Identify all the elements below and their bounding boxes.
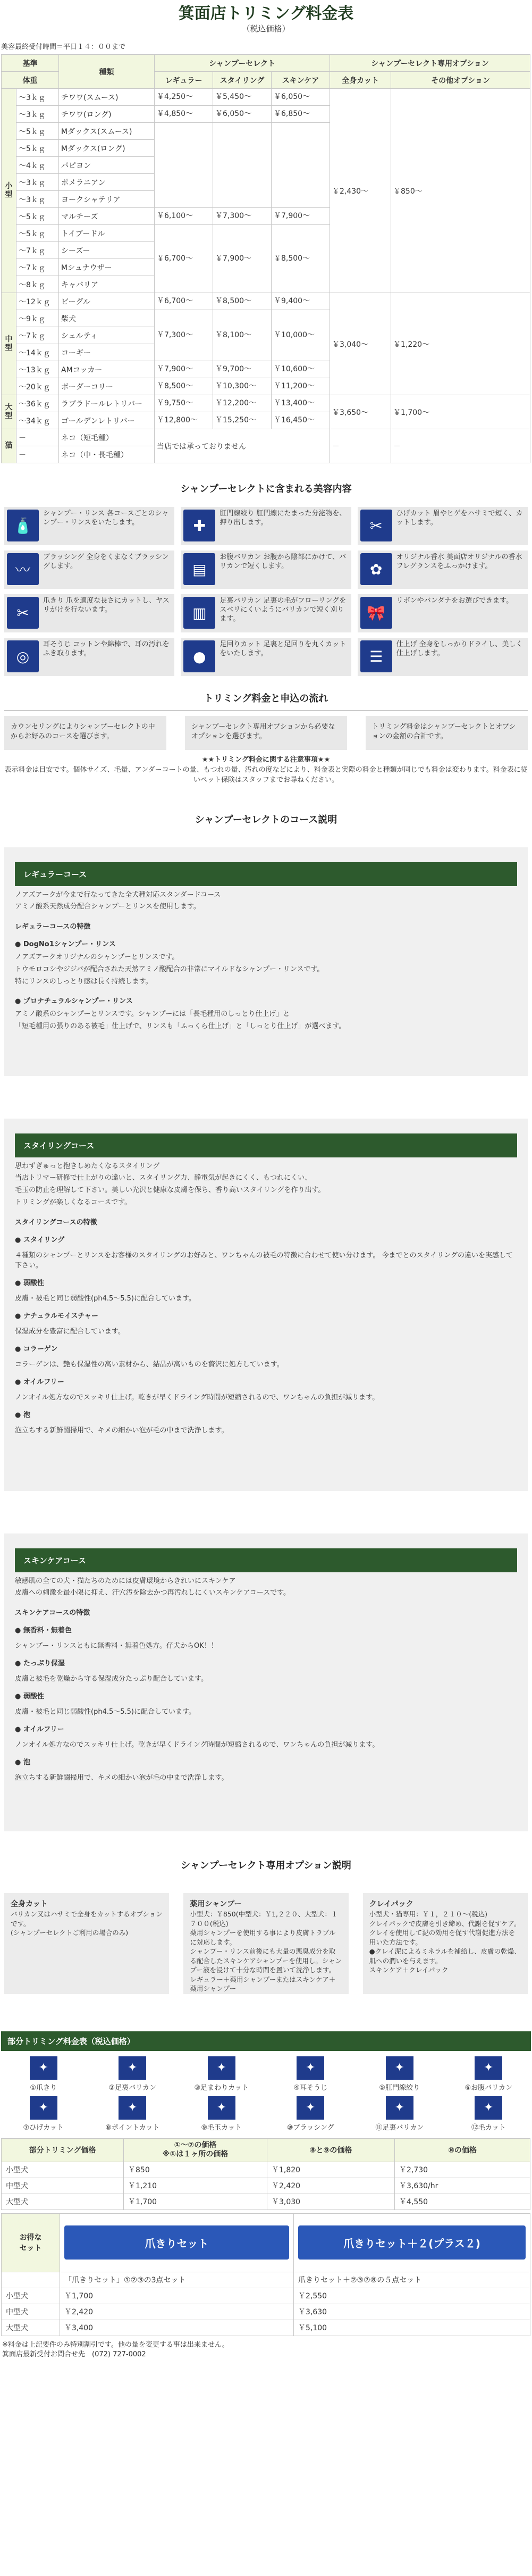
- price-cell: ￥11,200～: [272, 378, 330, 395]
- other-option-cell: －: [391, 429, 530, 463]
- clipper-icon: ✦: [119, 2056, 146, 2080]
- regular-bullet: ● プロナチュラルシャンプー・リンス: [15, 997, 133, 1006]
- set-image-cell: [294, 2213, 530, 2272]
- warning-title: ★★トリミング料金に関する注意事項★★: [201, 756, 331, 764]
- set-cell: ￥2,550: [294, 2288, 530, 2304]
- partial-cell: ￥4,550: [395, 2194, 530, 2210]
- styling-bullet: ● オイルフリー: [15, 1378, 64, 1386]
- partial-cell: 小型犬: [2, 2162, 124, 2178]
- price-cell: 当店では承っておりません: [155, 429, 330, 463]
- footer-note: ※料金は上記要件のみ特別割引です。他の量を変更する事は出来ません。 箕面店最新受付お問合せ先 (072) 727-0002: [2, 2340, 229, 2358]
- price-cell: ￥9,700～: [213, 361, 272, 378]
- styling-bullet: ● 泡: [15, 1411, 30, 1419]
- price-cell: ￥9,750～: [155, 395, 213, 412]
- price-cell: ￥12,200～: [213, 395, 272, 412]
- included-item: [4, 594, 174, 632]
- included-text: ブラッシング 全身をくまなくブラッシングします。: [43, 553, 169, 570]
- set-name: 「爪きりセット」①②③の3点セット: [60, 2272, 294, 2288]
- full-cut-cell: ￥3,040～: [330, 293, 391, 395]
- styling-desc: ノンオイル処方なのでスッキリ仕上げ。乾きが早くドライング時間が短縮されるので、ワンちゃんの負担が減ります。: [15, 1393, 379, 1402]
- breed-cell: マルチーズ: [59, 208, 155, 225]
- option-text: 小型犬：￥850(中型犬：￥1,２２０、大型犬：１７００(税込) 薬用シャンプーを使用する事により皮膚トラブルに対応します。 シャンプー・リンス前後にも大量の悪臭成分を取る配合したスキンケアシャンプーを使用し。シャンプー液を浸けて十分な時間を置いて洗浄します。 レギュラー＋薬用シャンプーまたはスキンケア＋薬用シャンプー: [190, 1910, 342, 1993]
- header-base: 基準: [2, 55, 59, 72]
- empty-cell: [2, 2272, 60, 2288]
- options-boxes: [4, 1893, 528, 1994]
- warning: [4, 755, 528, 786]
- partial-item: [268, 2096, 353, 2132]
- styling-bullet: ● コラーゲン: [15, 1345, 58, 1353]
- breed-cell: ボーダーコリー: [59, 378, 155, 395]
- styling-intro: 思わずぎゅっと抱きしめたくなるスタイリング 当店トリマー研修で仕上がりの違いと、スタイリング力、静電気が起きにくく、もつれにくい、 毛玉の防止を理解して下さい。美しい光沢と健康な皮膚を保ち、香り高いスタイリングを作り出す。 トリミングが楽しくなるコースです。: [15, 1162, 325, 1206]
- price-cell: ￥6,100～: [155, 208, 213, 225]
- option-title: 薬用シャンプー: [190, 1899, 242, 1908]
- weight-cell: ～5ｋｇ: [16, 208, 59, 225]
- breed-cell: パピヨン: [59, 157, 155, 174]
- styling-desc: ４種類のシャンプーとリンスをお客様のスタイリングのお好みと、ワンちゃんの被毛の特徴に合わせて使い分けます。 今までとのスタイリングの違いを実感して下さい。: [15, 1251, 513, 1270]
- partial-label: ②足裏バリカン: [108, 2083, 157, 2092]
- skincare-bullet: ● 弱酸性: [15, 1693, 44, 1701]
- set-cell: ￥1,700: [60, 2288, 294, 2304]
- included-item: [358, 551, 528, 589]
- price-cell: ￥9,400～: [272, 293, 330, 310]
- skincare-desc: 皮膚と被毛を乾燥から守る保湿成分たっぷり配合しています。: [15, 1675, 208, 1683]
- weight-cell: ～3ｋｇ: [16, 174, 59, 191]
- partial-label: ⑥お腹バリカン: [465, 2083, 513, 2092]
- weight-cell: ～5ｋｇ: [16, 140, 59, 157]
- price-cell: ￥5,450～: [213, 89, 272, 106]
- partial-label: ⑫毛カット: [471, 2123, 506, 2132]
- included-text: ひげカット 眉やヒゲをハサミで短く、カットします。: [396, 510, 523, 527]
- breed-cell: シーズー: [59, 242, 155, 259]
- category-cell: 中型: [2, 293, 16, 395]
- skincare-bullet: ● オイルフリー: [15, 1725, 64, 1734]
- price-cell: ￥6,050～: [272, 89, 330, 106]
- header-regular: レギュラー: [155, 72, 213, 89]
- partial-cell: ￥1,700: [124, 2194, 267, 2210]
- category-cell: 猫: [2, 429, 16, 463]
- set-cell: 中型犬: [2, 2304, 60, 2320]
- price-cell: ￥10,000～: [272, 310, 330, 361]
- ear-cleaning-icon: ✚: [183, 510, 215, 541]
- included-item: [181, 594, 351, 632]
- header-other-option: その他オプション: [391, 72, 530, 89]
- option-title: クレイパック: [369, 1899, 413, 1908]
- price-cell: ￥7,900～: [155, 361, 213, 378]
- breed-cell: トイプードル: [59, 225, 155, 242]
- warning-text: 表示料金は目安です。個体サイズ、毛量、アンダーコートの量、もつれの量、汚れの度などにより、料金表と実際の料金と種類が同じでも料金は変わります。料金表に従いペット保険はスタッフまでお尋ねください。: [4, 765, 528, 784]
- partial-item: [446, 2096, 531, 2132]
- brushing-icon: 〰: [7, 553, 39, 585]
- included-item: [181, 638, 351, 676]
- partial-price-table: [1, 2138, 530, 2210]
- header: [0, 0, 532, 35]
- price-cell: ￥8,500～: [155, 378, 213, 395]
- option-title: 全身カット: [11, 1899, 48, 1908]
- included-text: 爪きり 爪を適度な長さにカットし、ヤスリがけを行ないます。: [43, 597, 170, 614]
- price-cell: ￥7,300～: [155, 310, 213, 361]
- option-text: バリカン又はハサミで全身をカットするオプションです。 (シャンプーセレクトご利用の場合のみ): [11, 1910, 163, 1937]
- set-cell: ￥3,400: [60, 2320, 294, 2336]
- notice-box: トリミング料金はシャンプーセレクトとオプションの金額の合計です。: [366, 716, 528, 750]
- clipper-icon: ▤: [183, 553, 215, 585]
- price-cell: ￥7,300～: [213, 208, 272, 225]
- breed-cell: チワワ(スムース): [59, 89, 155, 106]
- notice-boxes: [4, 716, 528, 750]
- partial-item: [179, 2056, 264, 2092]
- partial-label: ⑤肛門線絞り: [379, 2083, 420, 2092]
- option-box: [183, 1893, 348, 1994]
- weight-cell: ～7ｋｇ: [16, 259, 59, 276]
- regular-bullet: ● DogNo1シャンプー・リンス: [15, 940, 116, 949]
- styling-feature-title: スタイリングコースの特徴: [15, 1218, 97, 1227]
- sole-clipper-icon: ▥: [183, 597, 215, 629]
- styling-course: [4, 1119, 528, 1491]
- partial-header: ⑩の価格: [395, 2138, 530, 2162]
- breed-cell: 柴犬: [59, 310, 155, 327]
- regular-course: [4, 847, 528, 1076]
- styling-desc: 保湿成分を豊富に配合しています。: [15, 1327, 125, 1336]
- regular-intro: ノアズアークが今まで行なってきた全犬種対応スタンダードコース アミノ酸系天然成分配合シャンプーとリンスを使用します。: [15, 890, 221, 911]
- table-row: [2, 293, 530, 310]
- notice-box: カウンセリングによりシャンプーセレクトの中からお好みのコースを選びます。: [4, 716, 166, 750]
- breed-cell: ヨークシャテリア: [59, 191, 155, 208]
- included-text: リボンやバンダナをお選びできます。: [396, 597, 513, 605]
- price-cell: [213, 123, 272, 208]
- price-cell: ￥8,100～: [213, 310, 272, 361]
- price-cell: ￥6,050～: [213, 106, 272, 123]
- price-cell: ￥10,300～: [213, 378, 272, 395]
- partial-cell: ￥850: [124, 2162, 267, 2178]
- set-cell: ￥5,100: [294, 2320, 530, 2336]
- partial-header: 部分トリミング価格: [2, 2138, 124, 2162]
- price-cell: ￥8,500～: [213, 293, 272, 310]
- option-text: 小型犬・猫専用：￥１，２１０～(税込) クレイパックで皮膚を引き締め、代謝を促すケア。 クレイを使用して泥の効用を促す代謝促進方法を用いた方法です。 ●クレイ泥によるミネラルを補給し、皮膚の乾燥、肌への潤いを与えます。 スキンケア＋クレイパック: [369, 1910, 521, 1974]
- other-option-cell: ￥1,220～: [391, 293, 530, 395]
- partial-item: [357, 2096, 442, 2132]
- skincare-desc: 泡立ちする新鮮闘掃用で、キメの細かい泡が毛の中まで洗浄します。: [15, 1774, 229, 1782]
- partial-cell: 中型犬: [2, 2178, 124, 2194]
- set-image-row: [2, 2213, 530, 2272]
- option-box: [4, 1893, 169, 1994]
- styling-course-bar: スタイリングコース: [15, 1133, 517, 1157]
- partial-cell: ￥3,630/hr: [395, 2178, 530, 2194]
- partial-cell: ￥3,030: [267, 2194, 395, 2210]
- full-cut-cell: －: [330, 429, 391, 463]
- skincare-bullet: ● たっぷり保湿: [15, 1660, 65, 1668]
- partial-label: ③足まわりカット: [194, 2083, 249, 2092]
- paw-cut-icon: ✦: [208, 2056, 235, 2080]
- included-text: 耳そうじ コットンや綿棒で、耳の汚れをふき取ります。: [43, 640, 170, 657]
- weight-cell: ～9ｋｇ: [16, 310, 59, 327]
- fragrance-icon: ✿: [360, 553, 392, 585]
- paw-cut-icon: ●: [183, 640, 215, 672]
- anal-gland-icon: ✦: [386, 2056, 413, 2080]
- styling-desc: コラーゲンは、艶も保湿性の高い素材から、結晶が高いものを贅沢に処方しています。: [15, 1360, 284, 1369]
- set-name-row: [2, 2272, 530, 2288]
- included-item: [181, 551, 351, 589]
- price-cell: ￥16,450～: [272, 412, 330, 429]
- partial-table-body: [2, 2162, 530, 2210]
- weight-cell: ～5ｋｇ: [16, 225, 59, 242]
- table-row: [2, 2304, 530, 2320]
- weight-cell: ～3ｋｇ: [16, 106, 59, 123]
- included-text: シャンプー・リンス 各コースごとのシャンプー・リンスをいたします。: [43, 510, 169, 527]
- weight-cell: －: [16, 429, 59, 446]
- breed-cell: シェルティ: [59, 327, 155, 344]
- breed-cell: コーギー: [59, 344, 155, 361]
- set-cell: ￥3,630: [294, 2304, 530, 2320]
- included-text: オリジナル香水 美面店オリジナルの香水フレグランスをふっかけます。: [396, 553, 522, 570]
- weight-cell: ～13ｋｇ: [16, 361, 59, 378]
- full-cut-cell: ￥2,430～: [330, 89, 391, 293]
- partial-icons: [1, 2056, 531, 2132]
- partial-header: ①～⑦の価格 ※①は１ヶ所の価格: [124, 2138, 267, 2162]
- category-cell: 小型: [2, 89, 16, 293]
- divider: [4, 710, 528, 711]
- weight-cell: ～3ｋｇ: [16, 191, 59, 208]
- included-text: 仕上げ 全身をしっかりドライし、美しく仕上げします。: [396, 640, 523, 657]
- weight-cell: ～36ｋｇ: [16, 395, 59, 412]
- included-item: [358, 638, 528, 676]
- header-skincare: スキンケア: [272, 72, 330, 89]
- point-cut-icon: ✦: [119, 2096, 146, 2120]
- partial-cell: ￥1,210: [124, 2178, 267, 2194]
- beard-cut-icon: ✦: [30, 2096, 57, 2120]
- weight-cell: ～7ｋｇ: [16, 327, 59, 344]
- regular-feature-title: レギュラーコースの特徴: [15, 923, 91, 931]
- shampoo-icon: ✦: [386, 2096, 413, 2120]
- breed-cell: ビーグル: [59, 293, 155, 310]
- table-row: [2, 395, 530, 412]
- brushing-icon: ✦: [297, 2096, 324, 2120]
- table-row: [2, 2320, 530, 2336]
- price-cell: ￥7,900～: [272, 208, 330, 225]
- price-cell: [272, 123, 330, 208]
- partial-item: [90, 2056, 175, 2092]
- weight-cell: ～3ｋｇ: [16, 89, 59, 106]
- breed-cell: チワワ(ロング): [59, 106, 155, 123]
- price-table-body: [2, 89, 530, 463]
- included-item: [4, 638, 174, 676]
- set-cell: 小型犬: [2, 2288, 60, 2304]
- regular-course-bar: レギュラーコース: [15, 862, 517, 886]
- page-subtitle: （税込価格）: [242, 24, 290, 34]
- price-cell: [155, 123, 213, 208]
- ear-cleaning-icon: ✦: [297, 2056, 324, 2080]
- included-item: [4, 507, 174, 545]
- set-banner-nail-plus: 爪きりセット＋２(プラス２): [298, 2225, 526, 2260]
- breed-cell: ゴールデンレトリバー: [59, 412, 155, 429]
- nail-icon: ✂: [7, 597, 39, 629]
- table-row: [2, 429, 530, 446]
- weight-cell: ～8ｋｇ: [16, 276, 59, 293]
- price-cell: ￥8,500～: [272, 225, 330, 293]
- reception-note: 美容最終受付時間＝平日１４：００まで: [1, 43, 126, 51]
- breed-cell: ネコ（短毛種）: [59, 429, 155, 446]
- set-table-body: [2, 2288, 530, 2336]
- skincare-desc: 皮膚・被毛と同じ弱酸性(ph4.5～5.5)に配合しています。: [15, 1708, 196, 1716]
- header-breed: 種類: [59, 55, 155, 89]
- included-text: お腹バリカン お腹から陰部にかけて、バリカンで短くします。: [219, 553, 347, 570]
- other-option-cell: ￥1,700～: [391, 395, 530, 429]
- included-text: 肛門線絞り 肛門線にたまった分泌物を、押り出します。: [219, 510, 347, 527]
- set-table: [1, 2213, 530, 2336]
- included-item: [358, 594, 528, 632]
- breed-cell: キャバリア: [59, 276, 155, 293]
- partial-label: ①爪きり: [30, 2083, 57, 2092]
- regular-desc: ノアズアークオリジナルのシャンプーとリンスです。 トウモロコシやジジバが配合された天然アミノ酸配合の非常にマイルドなシャンプー・リンスです。 特にリンスのしっとり感は長く持続します。: [15, 953, 324, 986]
- nail-icon: ✦: [30, 2056, 57, 2080]
- styling-desc: 泡立ちする新鮮闘掃用で、キメの細かい泡が毛の中まで洗浄します。: [15, 1426, 229, 1435]
- options-heading: シャンプーセレクト専用オプション説明: [181, 1860, 351, 1871]
- price-cell: ￥10,600～: [272, 361, 330, 378]
- regular-desc: アミノ酸系のシャンプーとリンスです。シャンプーには「長毛種用のしっとり仕上げ」と 「短毛種用の張りのある被毛」仕上げで、リンスも「ふっくら仕上げ」と「しっとり仕上げ」が選べます。: [15, 1010, 346, 1031]
- price-cell: ￥6,700～: [155, 225, 213, 293]
- styling-desc: 皮膚・被毛と同じ弱酸性(ph4.5～5.5)に配合しています。: [15, 1294, 196, 1303]
- hair-cut-icon: ✦: [208, 2096, 235, 2120]
- skincare-desc: ノンオイル処方なのでスッキリ仕上げ。乾きが早くドライング時間が短縮されるので、ワンちゃんの負担が減ります。: [15, 1741, 379, 1749]
- notice-box: シャンプーセレクト専用オプションから必要なオプションを選びます。: [185, 716, 347, 750]
- partial-label: ④耳そうじ: [293, 2083, 328, 2092]
- skincare-intro: 敏感肌の全ての犬・猫たちのためには皮膚環境からきれいにスキンケア 皮膚への刺激を最小限に抑え、汗穴汚を除去かつ再汚れしにくいスキンケアコースです。: [15, 1577, 291, 1597]
- header-styling: スタイリング: [213, 72, 272, 89]
- weight-cell: ～12ｋｇ: [16, 293, 59, 310]
- page-title: 箕面店トリミング料金表: [178, 4, 354, 23]
- partial-bar: 部分トリミング料金表（税込価格）: [1, 2031, 531, 2051]
- partial-cell: ￥2,730: [395, 2162, 530, 2178]
- partial-item: [357, 2056, 442, 2092]
- skincare-bullet: ● 泡: [15, 1758, 30, 1767]
- ear-hair-icon: ◎: [7, 640, 39, 672]
- option-box: [363, 1893, 528, 1994]
- partial-cell: ￥1,820: [267, 2162, 395, 2178]
- dog-icon: ✦: [475, 2096, 502, 2120]
- weight-cell: ～34ｋｇ: [16, 412, 59, 429]
- partial-label: ⑨毛玉カット: [201, 2123, 242, 2132]
- header-exclusive-option: シャンプーセレクト専用オプション: [330, 55, 530, 72]
- table-row: [2, 2162, 530, 2178]
- set-cell: 大型犬: [2, 2320, 60, 2336]
- partial-item: [90, 2096, 175, 2132]
- included-grid: [4, 507, 528, 676]
- breed-cell: AMコッカー: [59, 361, 155, 378]
- included-item: [181, 507, 351, 545]
- partial-label: ⑩ブラッシング: [286, 2123, 334, 2132]
- price-cell: ￥4,250～: [155, 89, 213, 106]
- weight-cell: ～20ｋｇ: [16, 378, 59, 395]
- weight-cell: －: [16, 446, 59, 463]
- styling-bullet: ● ナチュラルモイスチャー: [15, 1312, 98, 1320]
- partial-item: [446, 2056, 531, 2092]
- weight-cell: ～14ｋｇ: [16, 344, 59, 361]
- partial-item: [1, 2056, 86, 2092]
- price-cell: ￥12,800～: [155, 412, 213, 429]
- comb-icon: ☰: [360, 640, 392, 672]
- weight-cell: ～4ｋｇ: [16, 157, 59, 174]
- price-cell: ￥13,400～: [272, 395, 330, 412]
- skincare-course: [4, 1533, 528, 1831]
- shampoo-icon: 🧴: [7, 510, 39, 541]
- partial-label: ⑧ポイントカット: [105, 2123, 160, 2132]
- skincare-course-bar: スキンケアコース: [15, 1548, 517, 1572]
- styling-bullet: ● スタイリング: [15, 1236, 65, 1244]
- set-banner-nail: 爪きりセット: [64, 2225, 289, 2260]
- price-cell: ￥15,250～: [213, 412, 272, 429]
- styling-bullet: ● 弱酸性: [15, 1279, 44, 1287]
- breed-cell: ポメラニアン: [59, 174, 155, 191]
- skincare-desc: シャンプー・リンスともに無香料・無着色処方。仔犬からOK！！: [15, 1642, 218, 1650]
- skincare-bullet: ● 無香料・無着色: [15, 1627, 72, 1635]
- beard-cut-icon: ✂: [360, 510, 392, 541]
- header-weight: 体重: [2, 72, 59, 89]
- breed-cell: Mシュナウザー: [59, 259, 155, 276]
- included-text: 足裏バリカン 足裏の毛がフローリングをスベリにくいようにバリカンで短く刈ります。: [219, 597, 347, 623]
- included-text: 足回りカット 足裏と足回りを丸くカットをいたします。: [219, 640, 347, 657]
- course-heading: シャンプーセレクトのコース説明: [195, 814, 337, 826]
- belly-clipper-icon: ✦: [475, 2056, 502, 2080]
- other-option-cell: ￥850～: [391, 89, 530, 293]
- price-cell: ￥7,900～: [213, 225, 272, 293]
- notice-heading: トリミング料金と申込の流れ: [204, 693, 328, 704]
- weight-cell: ～7ｋｇ: [16, 242, 59, 259]
- included-heading: シャンプーセレクトに含まれる美容内容: [180, 483, 352, 495]
- table-row: [2, 2178, 530, 2194]
- partial-item: [268, 2056, 353, 2092]
- included-item: [4, 551, 174, 589]
- table-row: [2, 2288, 530, 2304]
- weight-cell: ～5ｋｇ: [16, 123, 59, 140]
- set-label: お得な セット: [2, 2213, 60, 2272]
- table-header-row: [2, 55, 530, 72]
- breed-cell: Mダックス(ロング): [59, 140, 155, 157]
- breed-cell: Mダックス(スムース): [59, 123, 155, 140]
- ribbon-icon: 🎀: [360, 597, 392, 629]
- price-cell: ￥6,850～: [272, 106, 330, 123]
- table-row: [2, 89, 530, 106]
- set-name: 爪きりセット＋②③⑦⑧の５点セット: [294, 2272, 530, 2288]
- price-cell: ￥6,700～: [155, 293, 213, 310]
- partial-label: ⑪足裏バリカン: [375, 2123, 424, 2132]
- partial-cell: ￥2,420: [267, 2178, 395, 2194]
- set-image-cell: [60, 2213, 294, 2272]
- included-item: [358, 507, 528, 545]
- header-shampoo-select: シャンプーセレクト: [155, 55, 330, 72]
- table-row: [2, 2194, 530, 2210]
- partial-item: [1, 2096, 86, 2132]
- header-full-cut: 全身カット: [330, 72, 391, 89]
- price-table: [1, 54, 530, 463]
- breed-cell: ネコ（中・長毛種）: [59, 446, 155, 463]
- price-cell: ￥4,850～: [155, 106, 213, 123]
- breed-cell: ラブラドールレトリバー: [59, 395, 155, 412]
- category-cell: 大型: [2, 395, 16, 429]
- partial-header-row: [2, 2138, 530, 2162]
- partial-cell: 大型犬: [2, 2194, 124, 2210]
- set-cell: ￥2,420: [60, 2304, 294, 2320]
- full-cut-cell: ￥3,650～: [330, 395, 391, 429]
- partial-item: [179, 2096, 264, 2132]
- partial-label: ⑦ひげカット: [23, 2123, 64, 2132]
- skincare-feature-title: スキンケアコースの特徴: [15, 1609, 90, 1618]
- partial-header: ⑧と⑨の価格: [267, 2138, 395, 2162]
